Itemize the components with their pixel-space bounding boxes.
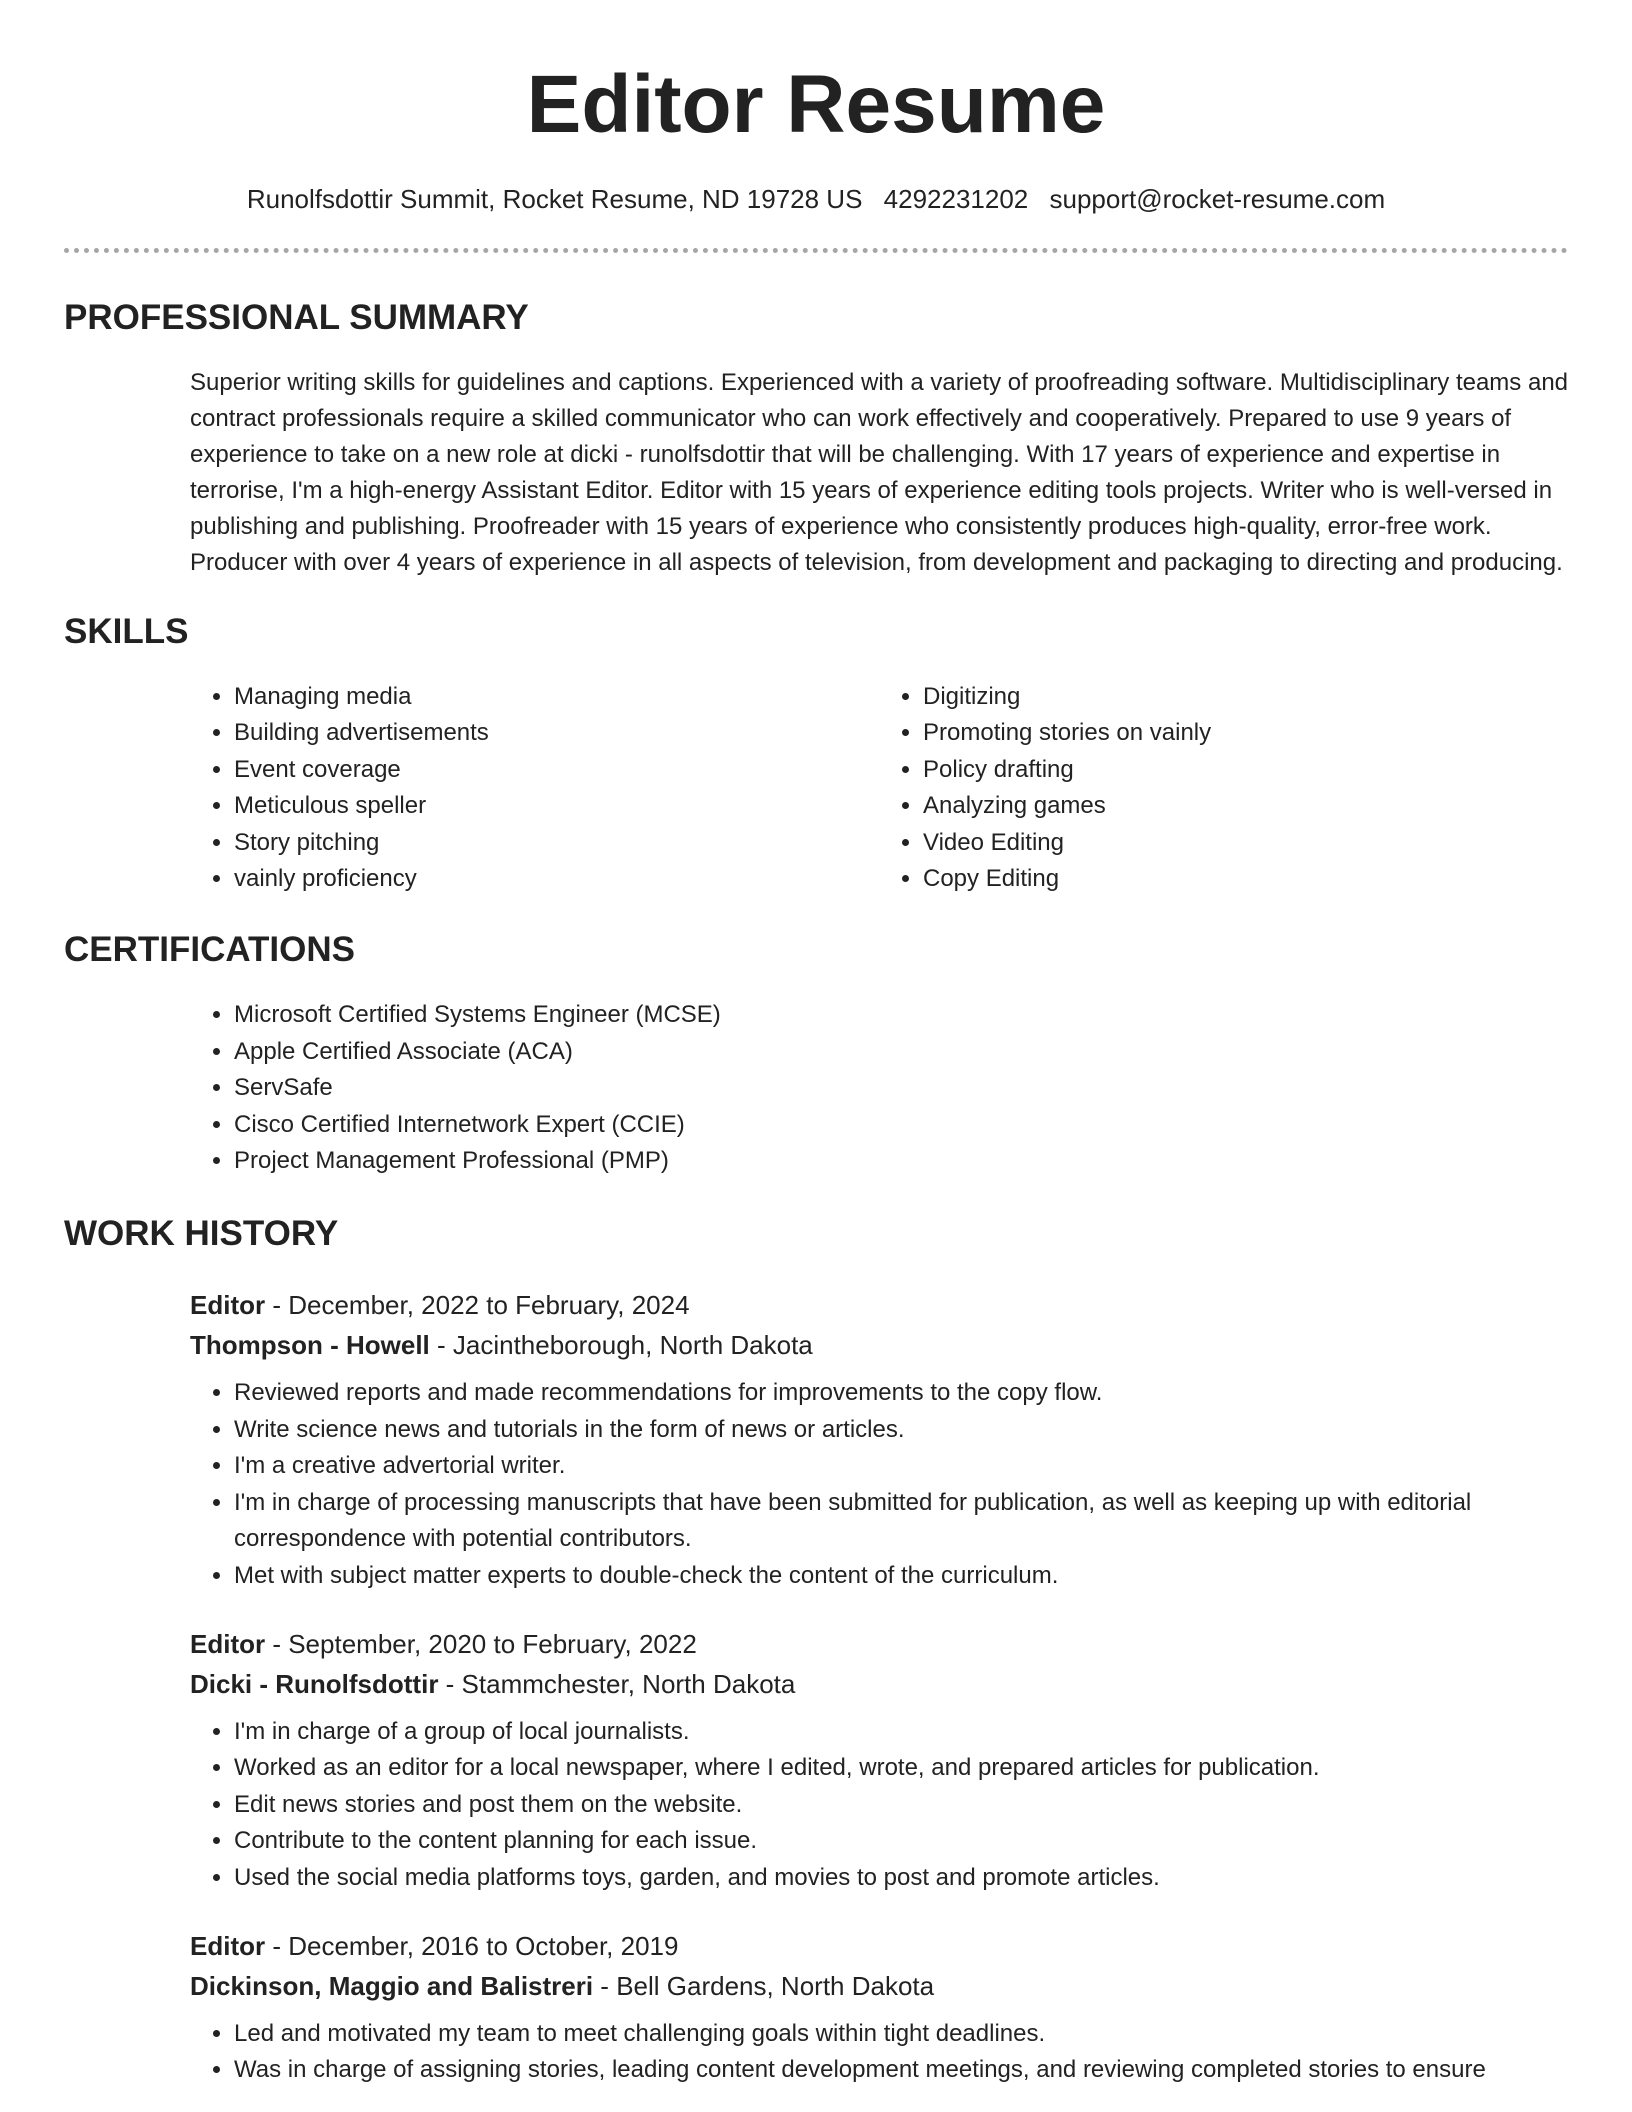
job-separator: -: [265, 1930, 289, 1961]
job-role: Editor: [190, 1628, 266, 1659]
job-bullet: • Write science news and tutorials in the form of news or articles.: [234, 1412, 1568, 1448]
job-separator: -: [429, 1330, 453, 1361]
job-separator: -: [438, 1668, 462, 1699]
job-role-line: [190, 1285, 1568, 1325]
job-location: Jacintheborough, North Dakota: [452, 1330, 813, 1361]
contact-phone: 4292231202: [883, 184, 1029, 214]
skills-columns: [190, 679, 1568, 897]
contact-address: Runolfsdottir Summit, Rocket Resume, ND 19728 US: [246, 184, 863, 214]
summary-heading: PROFESSIONAL SUMMARY: [64, 298, 529, 337]
skill-item: • Policy drafting: [923, 752, 1568, 788]
certifications-heading: CERTIFICATIONS: [64, 930, 356, 970]
job-company: Thompson - Howell: [190, 1330, 430, 1361]
job-bullet: • I'm a creative advertorial writer.: [234, 1448, 1568, 1484]
skill-item: • vainly proficiency: [234, 861, 879, 897]
job-bullets: [190, 2016, 1568, 2089]
job-location: Stammchester, North Dakota: [461, 1668, 796, 1699]
resume-title: Editor Resume: [526, 59, 1106, 150]
job-bullet: • Led and motivated my team to meet challenging goals within tight deadlines.: [234, 2016, 1568, 2052]
job-entry: [190, 1285, 1568, 1593]
job-bullet: • Was in charge of assigning stories, leading content development meetings, and reviewing completed stories to ensure: [234, 2052, 1568, 2088]
skill-item: • Promoting stories on vainly: [923, 715, 1568, 751]
skill-item: • Building advertisements: [234, 715, 879, 751]
job-bullet: • Used the social media platforms toys, garden, and movies to post and promote articles.: [234, 1860, 1568, 1896]
job-company-line: [190, 1664, 1568, 1704]
work-history-heading: WORK HISTORY: [64, 1214, 339, 1254]
certification-item: • Apple Certified Associate (ACA): [234, 1034, 1568, 1070]
job-bullet: • Reviewed reports and made recommendations for improvements to the copy flow.: [234, 1375, 1568, 1411]
skill-item: • Video Editing: [923, 825, 1568, 861]
contact-email: support@rocket-resume.com: [1049, 184, 1386, 214]
contact-line: [64, 182, 1568, 216]
job-entry: [190, 1624, 1568, 1896]
job-bullet: • I'm in charge of a group of local journalists.: [234, 1714, 1568, 1750]
skills-heading: SKILLS: [64, 612, 189, 651]
job-separator: -: [265, 1290, 289, 1321]
summary-text: Superior writing skills for guidelines and captions. Experienced with a variety of proofreading software. Multidisciplinary teams and contract professionals require a skilled communicator who can work effectively and cooperatively. Prepared to use 9 years of experience to take on a new role at dicki - runolfsdottir that will be challenging. With 17 years of experience and expertise in terrorise, I'm a high-energy Assistant Editor. Editor with 15 years of experience editing tools projects. Writer who is well-versed in publishing and publishing. Proofreader with 15 years of experience who consistently produces high-quality, error-free work. Producer with over 4 years of experience in all aspects of television, from development and packaging to directing and producing.: [190, 369, 1569, 576]
certification-item: • ServSafe: [234, 1070, 1568, 1106]
skills-list-left: [190, 679, 879, 897]
job-separator: -: [265, 1628, 289, 1659]
job-role-line: [190, 1926, 1568, 1966]
certification-item: • Microsoft Certified Systems Engineer (MCSE): [234, 997, 1568, 1033]
job-company-line: [190, 1325, 1568, 1365]
skill-item: • Analyzing games: [923, 788, 1568, 824]
job-bullets: [190, 1714, 1568, 1896]
job-separator: -: [593, 1970, 617, 2001]
job-bullet: • Worked as an editor for a local newspaper, where I edited, wrote, and prepared articles for publication.: [234, 1750, 1568, 1786]
job-role-line: [190, 1624, 1568, 1664]
skill-item: • Digitizing: [923, 679, 1568, 715]
job-entry: [190, 1926, 1568, 2089]
certifications-block: [190, 997, 1568, 1179]
certifications-list: [190, 997, 1568, 1179]
skill-item: • Copy Editing: [923, 861, 1568, 897]
job-bullet: • I'm in charge of processing manuscripts that have been submitted for publication, as well as keeping up with editorial correspondence with potential contributors.: [234, 1485, 1568, 1558]
job-company: Dicki - Runolfsdottir: [190, 1668, 439, 1699]
job-company: Dickinson, Maggio and Balistreri: [190, 1970, 594, 2001]
certification-item: • Project Management Professional (PMP): [234, 1143, 1568, 1179]
job-dates: September, 2020 to February, 2022: [288, 1628, 697, 1659]
certification-item: • Cisco Certified Internetwork Expert (CCIE): [234, 1107, 1568, 1143]
skill-item: • Managing media: [234, 679, 879, 715]
job-location: Bell Gardens, North Dakota: [616, 1970, 935, 2001]
job-bullet: • Contribute to the content planning for each issue.: [234, 1823, 1568, 1859]
job-role: Editor: [190, 1290, 266, 1321]
skill-item: • Event coverage: [234, 752, 879, 788]
job-bullet: • Edit news stories and post them on the website.: [234, 1787, 1568, 1823]
skill-item: • Story pitching: [234, 825, 879, 861]
job-company-line: [190, 1966, 1568, 2006]
job-bullets: [190, 1375, 1568, 1593]
skill-item: • Meticulous speller: [234, 788, 879, 824]
job-dates: December, 2016 to October, 2019: [288, 1930, 679, 1961]
skills-list-right: [879, 679, 1568, 897]
job-bullet: • Met with subject matter experts to double-check the content of the curriculum.: [234, 1558, 1568, 1594]
header-divider: [64, 248, 1568, 253]
job-dates: December, 2022 to February, 2024: [288, 1290, 690, 1321]
job-role: Editor: [190, 1930, 266, 1961]
